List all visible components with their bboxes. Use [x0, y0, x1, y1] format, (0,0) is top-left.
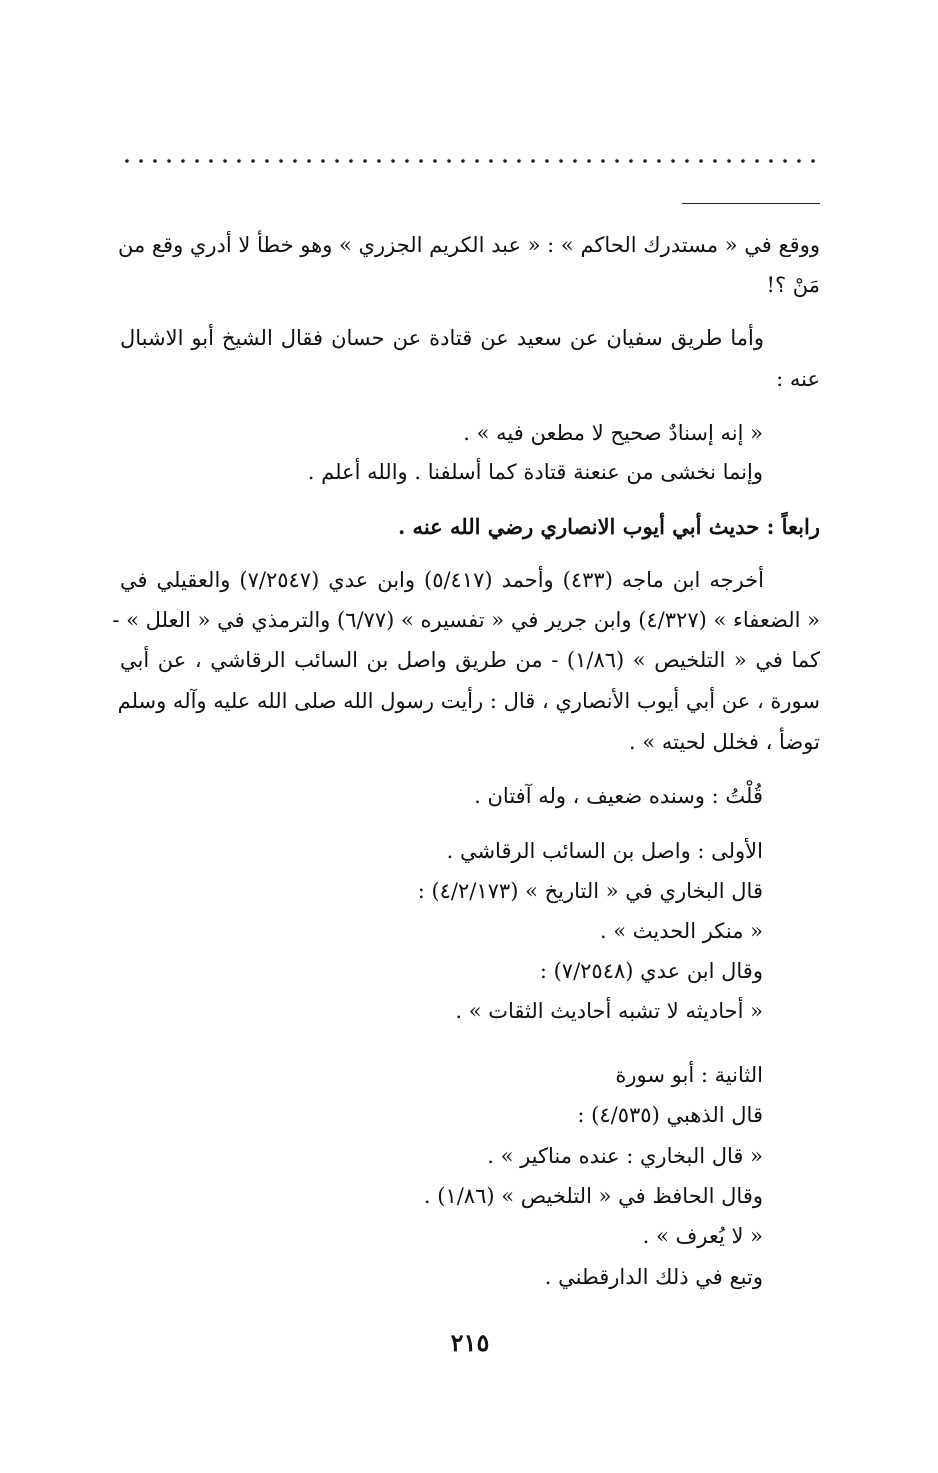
text-line: توضأ ، فخلل لحيته » .: [629, 730, 820, 754]
quote-line: « إنه إسنادٌ صحيح لا مطعن فيه » .: [463, 421, 763, 445]
text-line: الأولى : واصل بن السائب الرقاشي .: [446, 839, 763, 863]
text-line: قُلْتُ : وسنده ضعيف ، وله آفتان .: [474, 784, 763, 808]
text-line: « الضعفاء » (٤/٣٢٧) وابن جرير في « تفسيره » (٦/٧٧) والترمذي في « العلل » -: [112, 608, 820, 632]
text-line: أخرجه ابن ماجه (٤٣٣) وأحمد (٥/٤١٧) وابن عدي (٧/٢٥٤٧) والعقيلي في: [120, 568, 765, 592]
text-line: كما في « التلخيص » (١/٨٦) - من طريق واصل بن السائب الرقاشي ، عن أبي: [120, 648, 820, 672]
text-line: وقال ابن عدي (٧/٢٥٤٨) :: [539, 959, 763, 983]
text-line: عنه :: [776, 367, 820, 391]
text-line: ووقع في « مستدرك الحاكم » : « عبد الكريم الجزري » وهو خطأ لا أدري وقع من: [117, 233, 820, 257]
text-line: مَنْ ؟!: [766, 273, 820, 297]
quote-line: « لا يُعرف » .: [642, 1224, 763, 1248]
quote-line: « أحاديثه لا تشبه أحاديث الثقات » .: [455, 999, 763, 1023]
text-line: وأما طريق سفيان عن سعيد عن قتادة عن حسان فقال الشيخ أبو الاشبال: [120, 326, 764, 350]
quote-line: « منكر الحديث » .: [599, 919, 763, 943]
text-line: سورة ، عن أبي أيوب الأنصاري ، قال : رأيت رسول الله صلى الله عليه وآله وسلم: [117, 689, 820, 713]
section-heading: رابعاً : حديث أبي أيوب الانصاري رضي الله عنه .: [397, 514, 820, 539]
dotted-separator: [120, 158, 820, 164]
text-line: الثانية : أبو سورة: [615, 1063, 763, 1087]
page-number: ٢١٥: [450, 1328, 490, 1357]
text-line: قال الذهبي (٤/٥٣٥) :: [577, 1103, 763, 1127]
text-line: وقال الحافظ في « التلخيص » (١/٨٦) .: [423, 1184, 763, 1208]
footnote-rule: [682, 203, 820, 204]
text-line: قال البخاري في « التاريخ » (٤/٢/١٧٣) :: [417, 879, 763, 903]
text-line: وإنما نخشى من عنعنة قتادة كما أسلفنا . والله أعلم .: [307, 460, 763, 484]
text-line: وتبع في ذلك الدارقطني .: [544, 1265, 763, 1289]
quote-line: « قال البخاري : عنده مناكير » .: [487, 1144, 763, 1168]
